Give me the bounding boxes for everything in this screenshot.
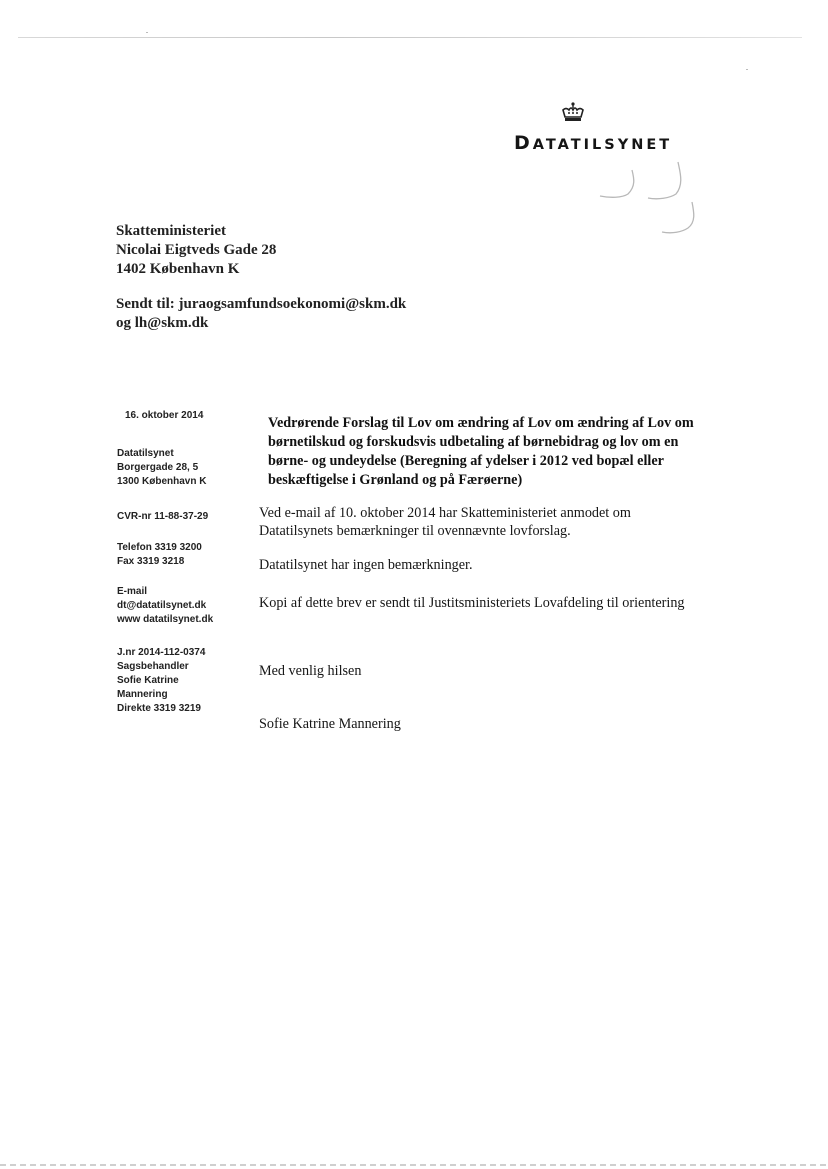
handwritten-initials	[592, 160, 712, 240]
sender-email: dt@datatilsynet.dk	[117, 600, 207, 611]
subject-line: Vedrørende Forslag til Lov om ændring af Lov om ændring af Lov om	[268, 415, 694, 431]
sender-city: 1300 København K	[117, 476, 207, 487]
sent-to-block	[116, 295, 406, 333]
sent-to-line-2: og lh@skm.dk	[116, 315, 209, 331]
subject-line: beskæftigelse i Grønland og på Færøerne)	[268, 472, 523, 488]
sent-to-line: Sendt til: juraogsamfundsoekonomi@skm.dk	[116, 296, 407, 312]
case-officer-name: Sofie Katrine	[117, 675, 179, 686]
journal-number: J.nr 2014-112-0374	[117, 647, 206, 658]
scan-speck	[746, 69, 748, 70]
case-officer-surname: Mannering	[117, 689, 168, 700]
scan-speck	[146, 32, 148, 33]
case-officer-label: Sagsbehandler	[117, 661, 189, 672]
recipient-address	[116, 222, 276, 279]
sender-street: Borgergade 28, 5	[117, 462, 199, 473]
scan-edge-bottom	[0, 1164, 828, 1166]
sender-web: www datatilsynet.dk	[117, 614, 214, 625]
letter-date: 16. oktober 2014	[125, 410, 204, 421]
sender-org: Datatilsynet	[117, 448, 174, 459]
paragraph-copy-note: Kopi af dette brev er sendt til Justitsministeriets Lovafdeling til orientering	[259, 595, 685, 611]
letter-subject	[268, 414, 748, 490]
subject-line: børne- og undeydelse (Beregning af ydelser i 2012 ved bopæl eller	[268, 453, 664, 469]
email-label: E-mail	[117, 586, 148, 597]
paragraph-request	[259, 504, 739, 540]
scan-edge-top	[18, 37, 802, 38]
subject-line: børnetilskud og forskudsvis udbetaling af børnebidrag og lov om en	[268, 434, 679, 450]
paragraph-line: Ved e-mail af 10. oktober 2014 har Skatteministeriet anmodet om	[259, 505, 631, 521]
recipient-name: Skatteministeriet	[116, 223, 226, 239]
crown-icon	[560, 102, 586, 124]
recipient-city: 1402 København K	[116, 261, 240, 277]
sender-cvr: CVR-nr 11-88-37-29	[117, 511, 209, 522]
paragraph-no-remarks: Datatilsynet har ingen bemærkninger.	[259, 557, 473, 573]
paragraph-line: Datatilsynets bemærkninger til ovennævnte lovforslag.	[259, 523, 571, 539]
closing-greeting: Med venlig hilsen	[259, 663, 362, 679]
recipient-street: Nicolai Eigtveds Gade 28	[116, 242, 277, 258]
signature-name: Sofie Katrine Mannering	[259, 716, 401, 732]
sender-fax: Fax 3319 3218	[117, 556, 185, 567]
direct-phone: Direkte 3319 3219	[117, 703, 201, 714]
sender-phone: Telefon 3319 3200	[117, 542, 202, 553]
org-logo: DATATILSYNET	[514, 132, 673, 154]
